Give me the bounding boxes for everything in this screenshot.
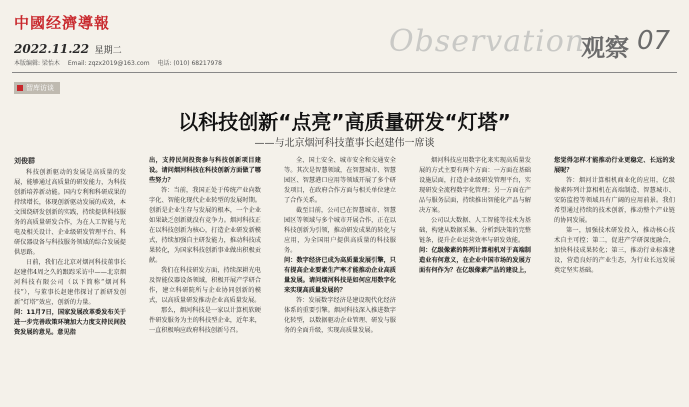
issue-weekday: 星期二 [94,46,122,56]
paragraph: 全、国土安全、城市安全和交通安全等。其次是智慧领域，在智慧城市、智慧园区、智慧港口应用等领域开展了多个研发项目，在政府合作方面与相关单位建立了合作关系。 [284,157,396,204]
question: 问：11月7日，国家发展改革委发布关于进一步完善政策环境加大力度支持民间投资发展的意见。意见指 [14,309,126,336]
paragraph: 科技创新驱动的发展是高质量的发展，能够通过高质量的研发能力，为科技创新培养新动能。国内专利和科研成果的持续增长，体现创新驱动发展的成效，本文围绕研发创新的实践，持续提供科技服务的高质量研发合作，为在人工智能与光电及相关设计、企业级研发管理平台、科研仪器设备与科技服务领域的综合发展提供思路。 [14,169,126,256]
answer: 答：发展数字经济是建设现代化经济体系的重要引擎。烟河科技深入推进数字化转型，以数据驱动企业管理、研发与服务的全面升级，实现高质量发展。 [284,297,396,334]
article-headline: 以科技创新“点亮”高质量研发“灯塔” [178,110,511,134]
paragraph: 第一，加强技术研发投入，推动核心技术自主可控；第二，促进产学研深度融合，加快科技成果转化；第三，推动行业标准建设，营造良好的产业生态，为行业长远发展奠定坚实基础。 [554,227,675,274]
paragraph: 公司以大数据、人工智能等技术为基础，构建从数据采集、分析到决策的完整链条，提升企业运营效率与研发效能。 [419,217,531,244]
article-column-5 [554,156,675,406]
page-number: 07 [637,26,671,56]
paragraph: 日前，我们在北京对烟河科技董事长赵建伟4周之久的跟踪采访中——北京烟河科技有限公司（以下简称“烟河科技”），与董事长赵建伟探讨了新研发创新“灯塔”效应，创新的力量。 [14,259,126,306]
question: 您觉得怎样才能推动行业更稳定、长远的发展呢？ [554,157,675,174]
paragraph: 截至目前，公司已在智慧城市、智慧园区等领域与多个城市开展合作，正在以科技创新为引领，推动研发成果的转化与应用，为全国用户提供高质量的科技服务。 [284,207,396,254]
newspaper-logo: 中國经濟導報 [14,14,111,32]
article-column-4 [419,156,531,406]
question: 出，支持民间投资参与科技创新项目建设。请问烟河科技在科技创新方面做了哪些努力？ [149,157,261,184]
paragraph: 答：当前，我国正处于传统产业向数字化、智能化现代企业转型的发展时期。创新是企业生存与发展的根本，一个企业如果缺乏创新就没有竞争力。烟河科技正在以科技创新为核心，打造企业研发新模式，持续加强自主研发能力，推动科技成果转化，为国家科技创新事业做出积极贡献。 [149,187,261,264]
paragraph: 答：烟河计算相机商业化的应用，亿级像素阵列计算相机在高端制造、智慧城市、安防监控等领域具有广阔的应用前景。我们希望通过持续的技术创新，推动整个产业链的协同发展。 [554,177,675,224]
issue-date: 2022.11.22 [14,42,90,56]
article-column-2 [149,156,261,406]
question: 问：数字经济已成为高质量发展引擎，只有提高企业要素生产率才能推动企业高质量发展。请问烟河科技是如何应用数字化来实现高质量发展的？ [284,257,396,294]
issue-date-row [14,42,122,56]
masthead-divider [12,72,677,73]
section-name: 观察 [581,34,629,62]
author-byline: 刘俊群 [14,156,35,165]
editor-name: 本版编辑: 梁怡木 [14,60,60,67]
editor-email: Email: zqzx2019@163.com [67,60,150,67]
question: 问：亿级像素的阵列计算相机对于高端制造业有何意义，在企业中国市场的发展方面有何作为？在亿级像素产品的建设上， [419,247,531,274]
paragraph: 我们在科技研发方面，持续深耕光电及智能仪器设备领域，积极开展产学研合作，建立科研院所与企业协同创新的模式，以高质量研发推动企业高质量发展。 [149,267,261,304]
observation-watermark: Observation [389,24,586,59]
editor-phone: 电话: (010) 68217978 [157,60,222,67]
paragraph: 那么，烟河科技是一家以计算机软硬件研发服务为主的科技型企业，近年来，一直积极响应政府科技创新号召。 [149,307,261,334]
article-subhead: ——与北京烟河科技董事长赵建伟一席谈 [254,138,435,149]
section-tag: 智库访谈 [14,82,60,94]
masthead [0,0,689,72]
editor-info-row [14,58,228,67]
article-column-1 [14,156,126,406]
article-column-3 [284,156,396,406]
paragraph: 烟河科技应用数字化来实现高质量发展的方式主要有两个方面：一方面在基础设施层面，打造企业级研发管理平台，实现研发全流程数字化管理；另一方面在产品与服务层面，持续推出智能化产品与解决方案。 [419,157,531,214]
